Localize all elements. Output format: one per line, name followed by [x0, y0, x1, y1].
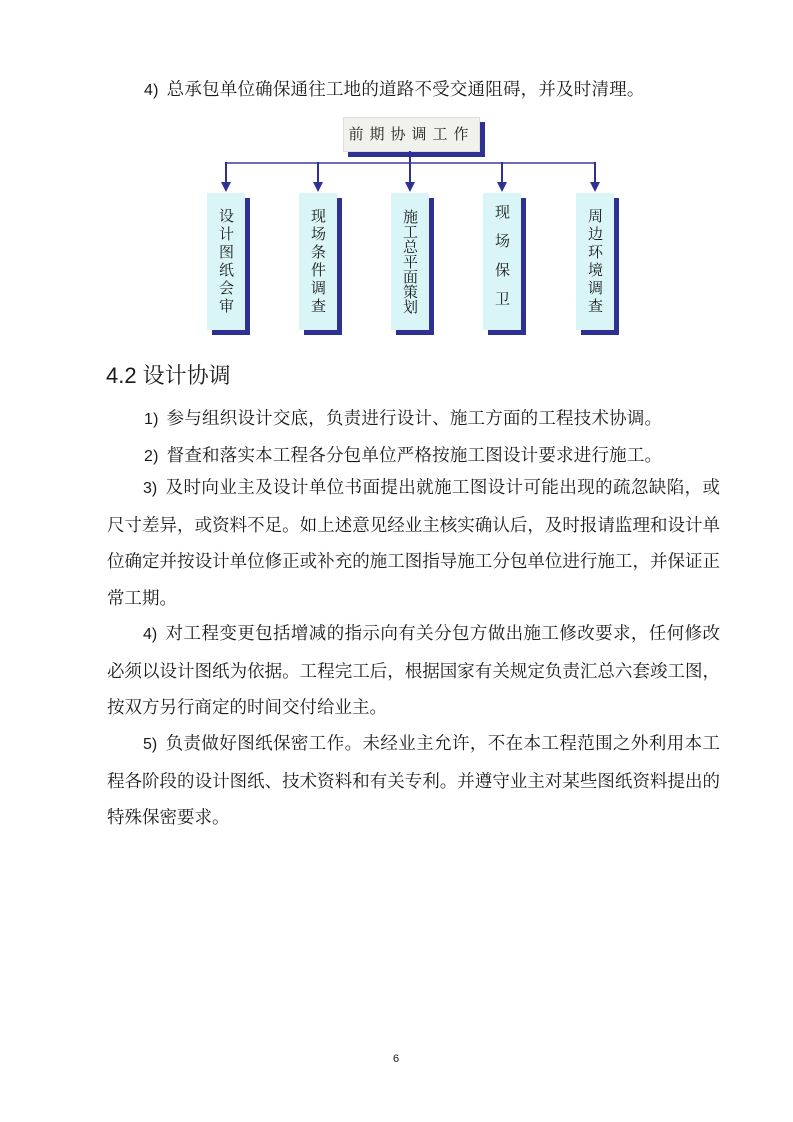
connector-line	[225, 162, 227, 184]
diagram-child-box: 施工总平面策划	[391, 193, 429, 330]
connector-line	[501, 162, 503, 184]
item-number: 5)	[143, 736, 158, 753]
list-item	[107, 726, 720, 837]
arrow-down-icon	[313, 182, 323, 192]
connector-line	[594, 162, 596, 184]
diagram-child-box: 周边环境调查	[576, 193, 614, 330]
item-number: 1)	[144, 411, 159, 428]
section-title: 设计协调	[142, 364, 231, 389]
list-item	[107, 470, 720, 617]
diagram-child-box: 设计图纸会审	[207, 193, 245, 330]
item-number: 3)	[143, 480, 158, 497]
arrow-down-icon	[497, 182, 507, 192]
section-heading	[106, 359, 231, 390]
item-number: 4)	[144, 82, 159, 99]
item-text: 参与组织设计交底，负责进行设计、施工方面的工程技术协调。	[166, 409, 663, 429]
list-item	[144, 405, 662, 430]
item-text: 对工程变更包括增减的指示向有关分包方做出施工修改要求，任何修改必须以设计图纸为依据。工程完工后，根据国家有关规定负责汇总六套竣工图，按双方另行商定的时间交付给业主。	[107, 624, 720, 718]
diagram-root-box: 前期协调工作	[343, 117, 480, 152]
diagram-child-box: 现场条件调查	[299, 193, 337, 330]
item-text: 总承包单位确保通往工地的道路不受交通阻碍，并及时清理。	[166, 80, 645, 100]
list-item	[107, 616, 720, 727]
item-text: 督查和落实本工程各分包单位严格按施工图设计要求进行施工。	[166, 446, 663, 466]
item-text: 及时向业主及设计单位书面提出就施工图设计可能出现的疏忽缺陷，或尺寸差异，或资料不足。如上述意见经业主核实确认后，及时报请监理和设计单位确定并按设计单位修正或补充的施工图指导施工分包单位进行施工，并保证正常工期。	[107, 478, 720, 609]
item-number: 4)	[143, 626, 158, 643]
arrow-down-icon	[590, 182, 600, 192]
arrow-down-icon	[221, 182, 231, 192]
diagram-child-box: 现场保卫	[483, 193, 521, 330]
connector-line	[409, 162, 411, 184]
item-text: 负责做好图纸保密工作。未经业主允许，不在本工程范围之外利用本工程各阶段的设计图纸、技术资料和有关专利。并遵守业主对某些图纸资料提出的特殊保密要求。	[107, 734, 720, 828]
arrow-down-icon	[405, 182, 415, 192]
section-number: 4.2	[106, 363, 137, 388]
org-diagram	[0, 0, 793, 350]
item-number: 2)	[144, 448, 159, 465]
connector-line	[317, 162, 319, 184]
list-item	[144, 442, 662, 467]
page-number: 6	[393, 1053, 400, 1065]
